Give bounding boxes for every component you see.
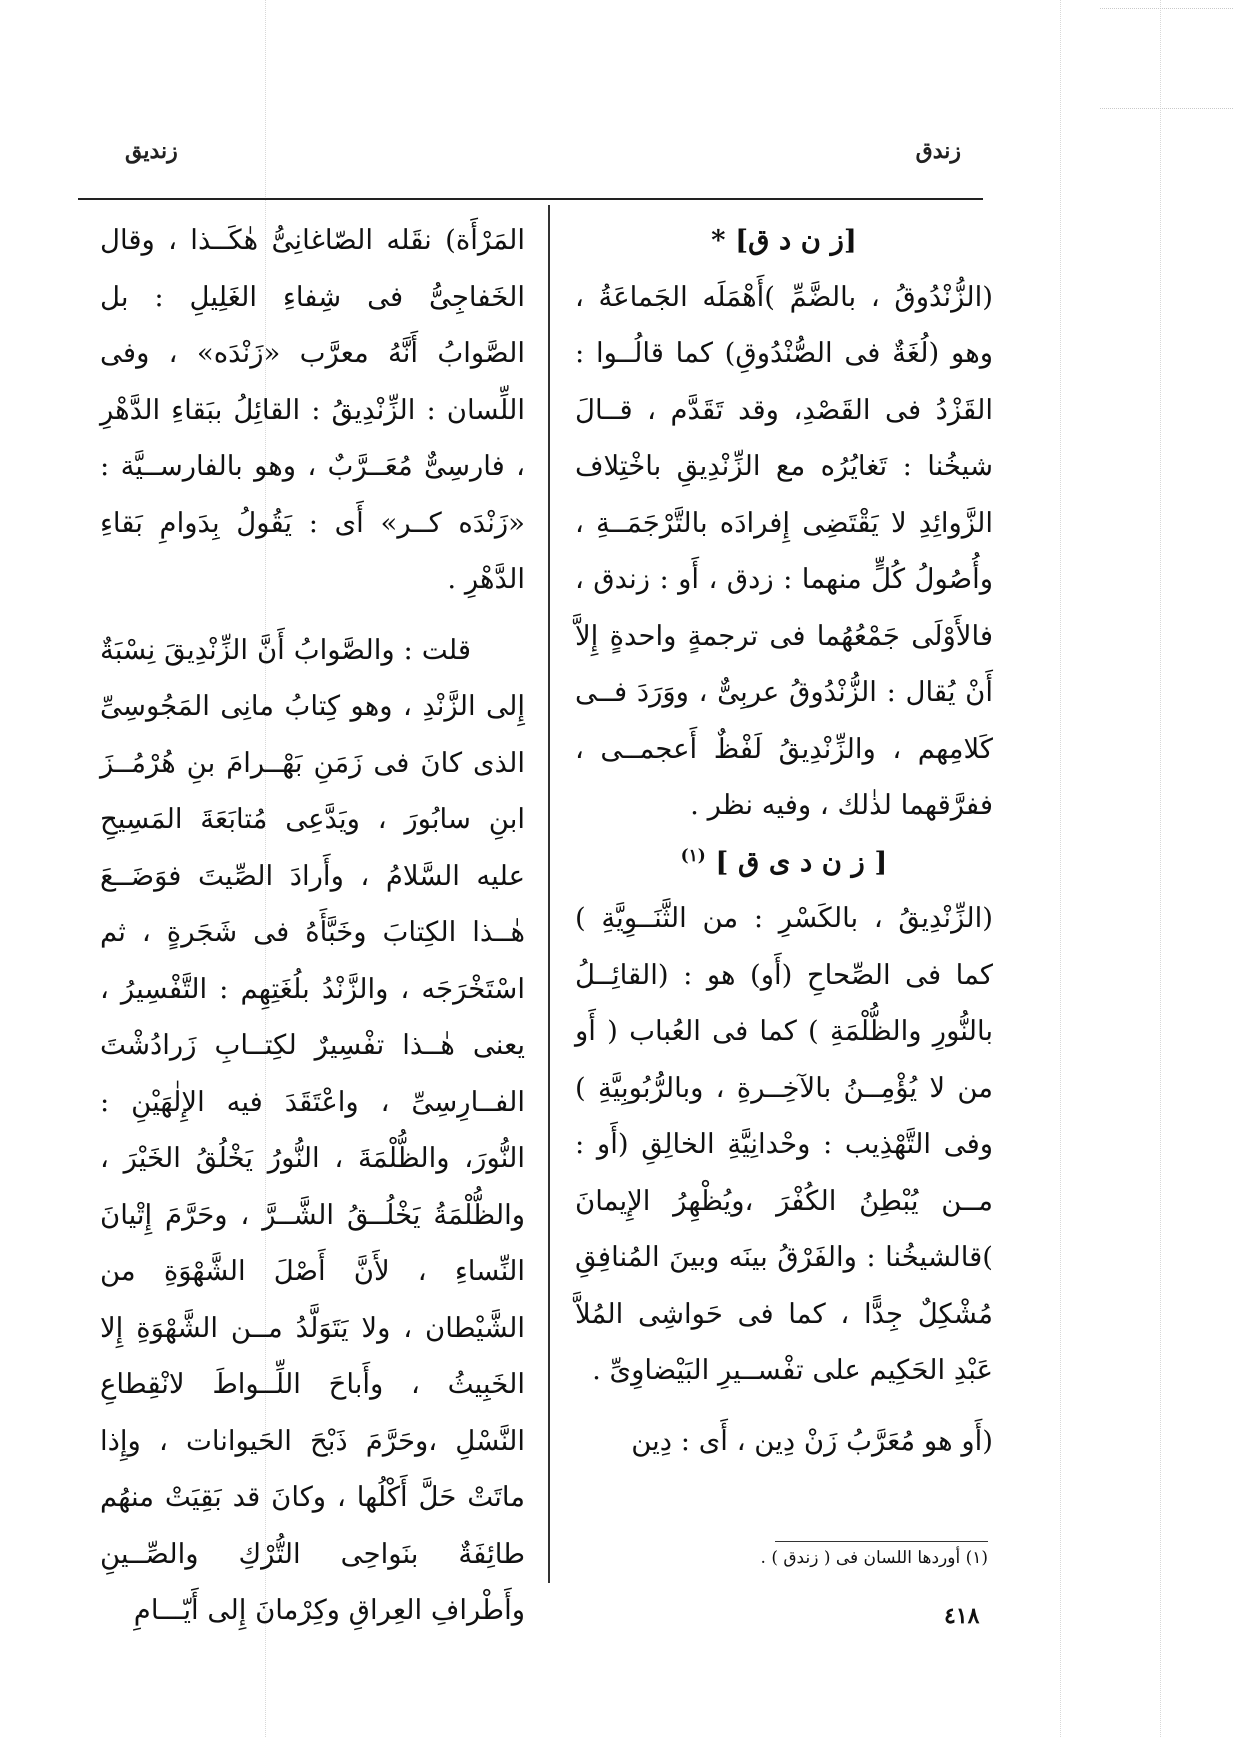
- left-column: [100, 212, 525, 1639]
- column-divider: [548, 205, 550, 1583]
- entry-heading-text: [ ز ن د ى ق ]: [715, 845, 888, 878]
- scan-artifact: [1100, 108, 1233, 109]
- page-number: ٤١٨: [944, 1603, 980, 1629]
- scan-artifact: [1100, 8, 1233, 9]
- scan-artifact: [1060, 0, 1061, 1737]
- entry-paragraph: (الزِّنْدِيقُ ، بالكَسْرِ : من الثَّنَــوِيَّةِ ) كما فى الصِّحاحِ (أَو) هو : (القائِــلُ بالنُّورِ والظُّلْمَةِ ) كما فى العُباب ( أَو من لا يُؤْمِــنُ بالآخِــرةِ ، وبالرُّبُوبِيَّةِ ) وفى التَّهْذِيب : وحْدانِيَّةِ الخالِقِ (أَو : مــن يُبْطِنُ الكُفْرَ ،ويُظْهِرُ الإِيمانَ )قالشيخُنا : والفَرْقُ بينَه وبينَ المُنافِقِ مُشْكِلٌ جِدًّا ، كما فى حَواشِى المُلاَّ عَبْدِ الحَكِيم على تفْســيرِ البَيْضاوِىِّ .: [575, 902, 993, 1386]
- entry-paragraph: قلت : والصَّوابُ أَنَّ الزِّنْدِيقَ نِسْبَةٌ إِلى الزَّنْدِ ، وهو كِتابُ مانِى المَجُوسِىِّ الذى كانَ فى زَمَنِ بَهْــرامَ بنِ هُرْمُــزَ ابنِ سابُورَ ، ويَدَّعِى مُتابَعَةَ المَسِيحِ عليه السَّلامُ ، وأَرادَ الصِّيتَ فوَضَــعَ هٰــذا الكِتابَ وخَبَّأَهُ فى شَجَرةٍ ، ثم اسْتَخْرَجَه ، والزَّنْدُ بلُغَتِهِم : التَّفْسِيرُ ، يعنى هٰــذا تفْسِيرٌ لكِتــابِ زَرادُشْتَ الفــارِسِىِّ ، واعْتَقَدَ فيه الإِلٰهَيْنِ : النُّورَ، والظُّلْمَةَ ، النُّورُ يَخْلُقُ الخَيْرَ ، والظُّلْمَةُ يَخْلُــقُ الشَّــرَّ ، وحَرَّمَ إِتْيانَ النِّساءِ ، لأَنَّ أَصْلَ الشَّهْوَةِ من الشَّيْطان ، ولا يَتَوَلَّدُ مــن الشَّهْوَةِ إِلا الخَبِيثُ ، وأَباحَ اللِّــواطَ لانْقِطاعِ النَّسْلِ ،وحَرَّمَ ذَبْحَ الحَيوانات ، وإِذا ماتَتْ حَلَّ أَكْلُها ، وكانَ قد بَقِيَتْ منهُم طائِفَةٌ بنَواحِى التُّرْكِ والصِّــينِ وأَطْرافِ العِراقِ وكِرْمانَ إِلى أَيّـــامِ: [100, 633, 525, 1626]
- running-head-left: زنديق: [125, 138, 178, 164]
- scan-artifact: [1160, 0, 1161, 1737]
- footnote-rule: [775, 1541, 988, 1542]
- header-rule: [78, 198, 983, 200]
- right-column: [575, 212, 993, 1469]
- entry-heading-zndq: [ز ن د ق] *: [711, 224, 857, 256]
- footnote: (١) أوردها اللسان فى ( زندق ) .: [760, 1548, 988, 1568]
- entry-paragraph: المَرْأَة) نقَله الصّاغانِىُّ هٰكَــذا ، وقال الخَفاجِىُّ فى شِفاءِ الغَلِيلِ : بل الصَّوابُ أَنَّهُ معرَّب «زَنْدَه» ، وفى اللِّسان : الزِّنْدِيقُ : القائِلُ ببَقاءِ الدَّهْرِ ، فارسِىٌّ مُعَــرَّبٌ ، وهو بالفارســيَّة : «زَنْدَه كــر» أَى : يَقُولُ بِدَوامِ بَقاءِ الدَّهْرِ .: [100, 224, 525, 595]
- running-head-right: زندق: [915, 138, 961, 164]
- entry-heading-zndyq: [575, 834, 993, 891]
- entry-paragraph: (أَو هو مُعَرَّبُ زَنْ دِين ، أَى : دِين: [631, 1424, 993, 1457]
- entry-paragraph: (الزُّنْدُوقُ ، بالضَّمِّ )أَهْمَلَه الجَماعَةُ ، وهو (لُغَةٌ فى الصُّنْدُوقِ) كما قالُــوا : القَزْدُ فى القَصْدِ، وقد تَقَدَّم ، قــالَ شيخُنا : تَغايُرُه مع الزِّنْدِيقِ باخْتِلاف الزَّوائِدِ لا يَقْتَضِى إِفرادَه بالتَّرْجَمَــةِ ، وأُصُولُ كُلٍّ منهما : زدق ، أَو : زندق ، فالأَوْلَى جَمْعُهُما فى ترجمةٍ واحدةٍ إِلاَّ أَنْ يُقال : الزُّنْدُوقُ عربِىٌّ ، ووَرَدَ فــى كَلامِهم ، والزِّنْدِيقُ لَفْظٌ أَعجمــى ، ففرَّقهما لذٰلك ، وفيه نظر .: [575, 280, 993, 821]
- footnote-mark: (١): [680, 845, 706, 866]
